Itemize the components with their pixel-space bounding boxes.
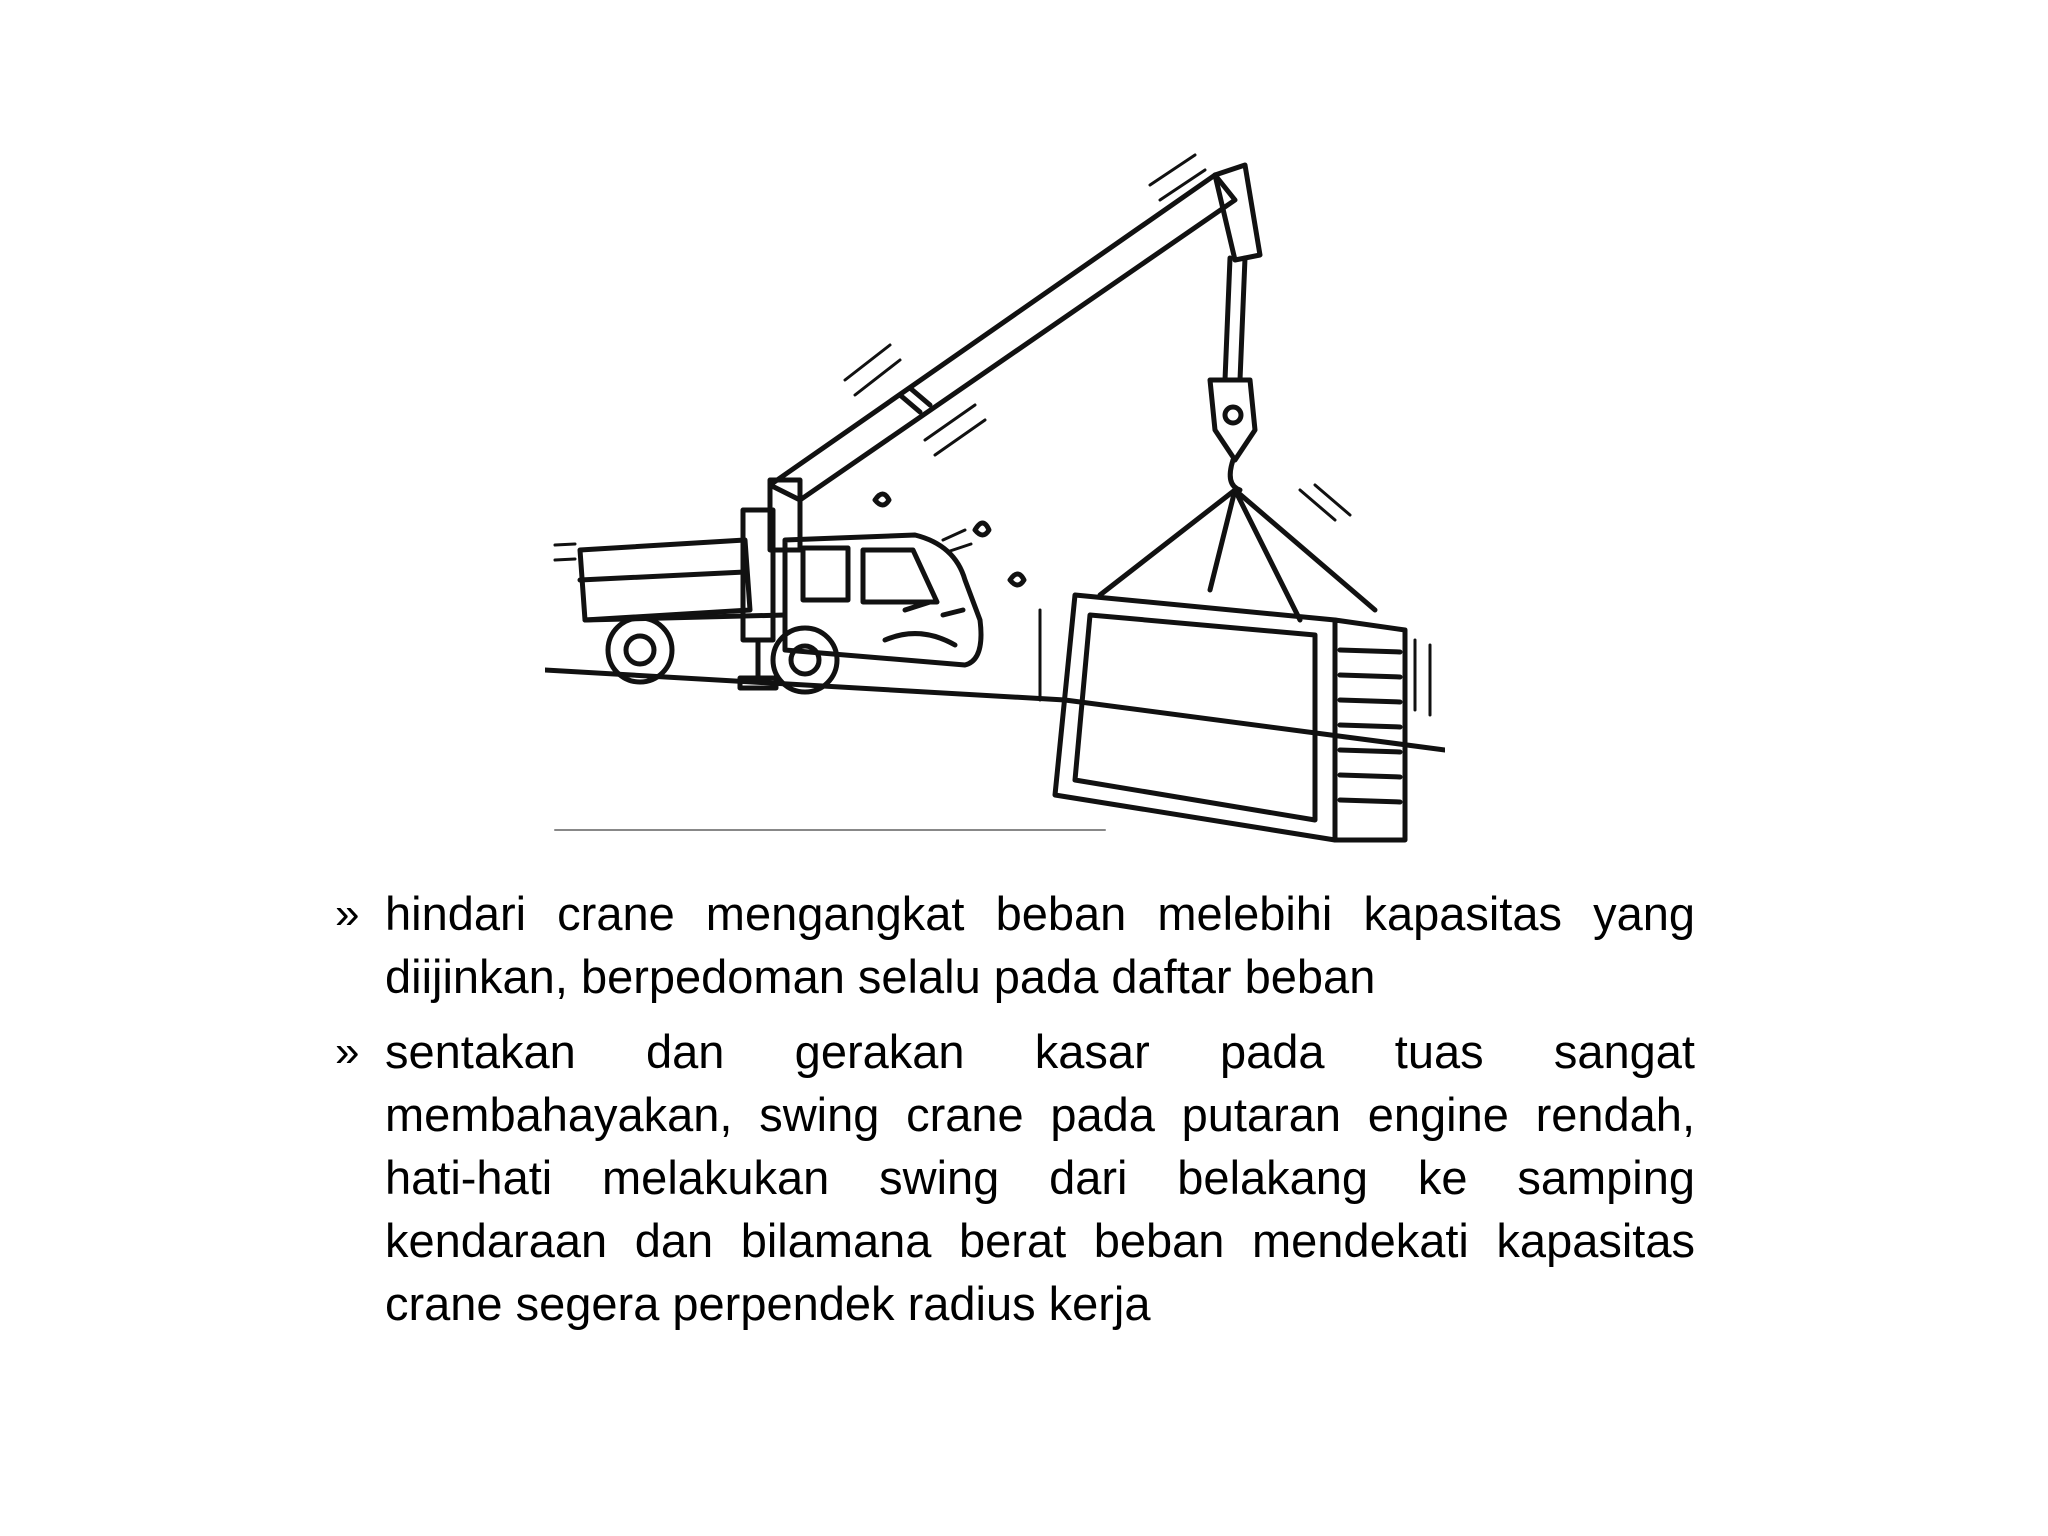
- bullet-text: sentakan dan gerakan kasar pada tuas sangat membahayakan, swing crane pada putaran engine rendah, hati-hati melakukan swing dari belakang ke samping kendaraan dan bilamana berat beban mendekati kapasitas crane segera perpendek radius kerja: [385, 1025, 1695, 1330]
- bullet-marker: »: [335, 889, 360, 938]
- bullet-marker: »: [335, 1027, 360, 1076]
- bullet-text: hindari crane mengangkat beban melebihi kapasitas yang diijinkan, berpedoman selalu pada daftar beban: [385, 887, 1695, 1003]
- crane-truck-illustration: [545, 140, 1445, 860]
- bullet-item: [335, 882, 1695, 1008]
- crane-truck-icon: [545, 140, 1445, 860]
- bullet-list: [335, 882, 1695, 1347]
- bullet-item: [335, 1020, 1695, 1335]
